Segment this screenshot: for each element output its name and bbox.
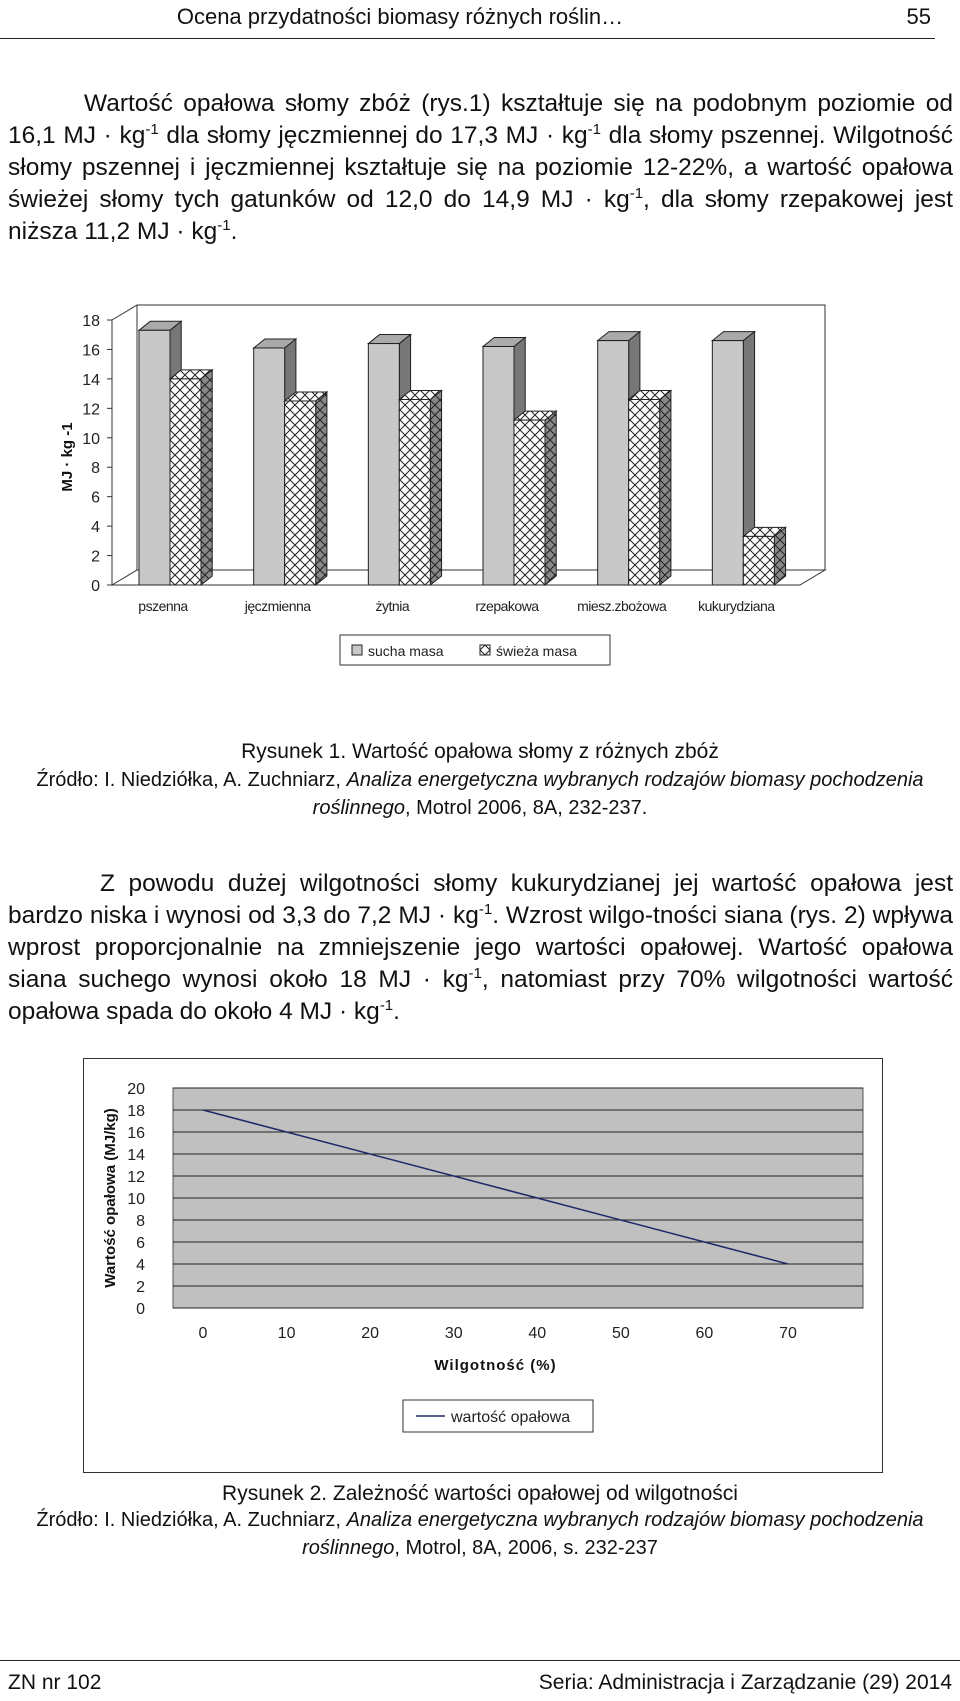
y-tick-label: 2 xyxy=(136,1279,145,1296)
x-tick-label: 0 xyxy=(198,1325,208,1342)
figure-2-caption: Rysunek 2. Zależność wartości opałowej od wilgotności xyxy=(222,1482,738,1505)
y-tick-label: 14 xyxy=(82,371,100,389)
bar-swieza-masa-side xyxy=(660,391,671,586)
running-title: Ocena przydatności biomasy różnych roślin… xyxy=(176,4,624,29)
text: , Motrol 2006, 8A, 232-237. xyxy=(404,797,648,819)
y-tick-label: 0 xyxy=(91,578,100,595)
x-category-label: pszenna xyxy=(138,598,188,614)
text: Wartość opałowa słomy zbóż (rys.1) kształtuje się na podobnym poziomie od 16,1 MJ · kg xyxy=(8,90,953,149)
text: Źródło: I. Niedziółka, A. Zuchniarz, xyxy=(36,1509,347,1531)
y-tick-label: 6 xyxy=(91,489,100,507)
text: . xyxy=(230,218,238,245)
sup: -1 xyxy=(587,120,601,138)
line-chart-figure-2 xyxy=(83,1058,883,1473)
y-axis-label: MJ · kg -1 xyxy=(59,422,76,492)
bar-swieza-masa-side xyxy=(545,411,556,585)
x-category-label: kukurydziana xyxy=(698,598,775,614)
y-tick-label: 18 xyxy=(127,1103,145,1120)
legend-label: wartość opałowa xyxy=(451,1409,571,1426)
y-tick-label: 6 xyxy=(136,1235,145,1252)
text: , dla słomy rzepakowej jest niższa 11,2 MJ · kg xyxy=(8,186,953,245)
y-tick-label: 2 xyxy=(91,548,100,566)
x-category-label: żytnia xyxy=(375,598,410,614)
figure-1-source xyxy=(0,766,960,822)
legend-label: świeża masa xyxy=(496,643,577,659)
y-tick-label: 12 xyxy=(82,401,100,419)
text: Z powodu dużej wilgotności słomy kukurydzianej jej wartość opałowa jest bardzo niska i wynosi od 3,3 do 7,2 MJ · kg xyxy=(8,870,953,929)
page-footer xyxy=(0,1660,960,1701)
italic-title: Analiza energetyczna wybranych rodzajów biomasy pochodzenia roślinnego xyxy=(302,1509,924,1559)
chart-legend xyxy=(403,1400,593,1432)
bar-swieza-masa-side xyxy=(774,527,785,585)
bar-swieza-masa-side xyxy=(316,392,327,585)
legend-label: sucha masa xyxy=(368,643,444,659)
paragraph-1 xyxy=(8,88,953,248)
figure-1-caption: Rysunek 1. Wartość opałowa słomy z różnych zbóż xyxy=(241,740,719,763)
bar-sucha-masa xyxy=(483,347,514,586)
y-tick-label: 0 xyxy=(136,1301,145,1318)
sup: -1 xyxy=(379,996,394,1014)
bar-sucha-masa xyxy=(598,341,629,585)
figure-2-source xyxy=(0,1506,960,1562)
y-tick-label: 8 xyxy=(91,460,100,478)
y-tick-label: 20 xyxy=(127,1081,145,1098)
sup: -1 xyxy=(629,184,644,202)
page-header xyxy=(0,0,935,39)
text: dla słomy jęczmiennej do 17,3 MJ · kg xyxy=(158,122,588,149)
bar-swieza-masa xyxy=(285,401,316,585)
legend-swatch-sucha xyxy=(352,645,362,655)
text: . xyxy=(393,998,400,1025)
text: , natomiast przy 70% wilgotności wartość opałowa spada do około 4 MJ · kg xyxy=(8,966,954,1025)
paragraph-2 xyxy=(8,868,953,1028)
bar-swieza-masa xyxy=(629,400,660,586)
y-axis-depth-line xyxy=(112,305,137,320)
x-tick-label: 10 xyxy=(277,1325,296,1342)
y-tick-label: 12 xyxy=(127,1169,145,1186)
chart-legend xyxy=(340,635,610,665)
x-category-label: rzepakowa xyxy=(475,598,539,614)
y-tick-label: 4 xyxy=(91,519,100,537)
text: Źródło: I. Niedziółka, A. Zuchniarz, xyxy=(36,769,347,791)
bar-swieza-masa xyxy=(514,420,545,585)
y-tick-label: 4 xyxy=(136,1257,145,1274)
y-tick-label: 16 xyxy=(127,1125,145,1142)
footer-left: ZN nr 102 xyxy=(8,1671,102,1694)
y-tick-label: 10 xyxy=(82,430,100,448)
text: . Wzrost wilgo-tności siana (rys. 2) wpływa wprost proporcjonalnie na zmniejszenie jego wartości opałowej. Wartość opałowa siana suchego wynosi około 18 MJ · kg xyxy=(8,902,953,993)
text: dla słomy pszennej. Wilgotność słomy pszennej i jęczmiennej kształtuje się na poziomie 12-22%, a wartość opałowa świeżej słomy tych gatunków od 12,0 do 14,9 MJ · kg xyxy=(8,122,953,213)
x-tick-label: 30 xyxy=(444,1325,463,1342)
x-tick-label: 60 xyxy=(695,1325,714,1342)
text: , Motrol, 8A, 2006, s. 232-237 xyxy=(394,1537,658,1559)
bar-sucha-masa xyxy=(368,344,399,585)
legend-swatch-swieza xyxy=(480,645,490,655)
x-tick-label: 40 xyxy=(528,1325,547,1342)
sup: -1 xyxy=(478,900,493,918)
y-tick-label: 16 xyxy=(82,342,100,360)
bar-sucha-masa xyxy=(139,330,170,585)
y-tick-label: 8 xyxy=(136,1213,145,1230)
bar-swieza-masa xyxy=(743,536,774,585)
x-axis-label: Wilgotność (%) xyxy=(434,1357,557,1374)
x-category-label: miesz.zbożowa xyxy=(577,598,667,614)
bar-swieza-masa-side xyxy=(430,391,441,586)
bar-swieza-masa xyxy=(399,400,430,586)
x-tick-label: 70 xyxy=(779,1325,797,1342)
x-tick-label: 20 xyxy=(361,1325,380,1342)
x-category-label: jęczmienna xyxy=(244,598,311,614)
footer-right: Seria: Administracja i Zarządzanie (29) 2014 xyxy=(538,1671,952,1694)
bar-swieza-masa-side xyxy=(201,370,212,585)
y-axis-label: Wartość opałowa (MJ/kg) xyxy=(102,1108,119,1288)
bar-sucha-masa xyxy=(254,348,285,585)
y-tick-label: 10 xyxy=(127,1191,145,1208)
y-tick-label: 14 xyxy=(127,1147,145,1164)
italic-title: Analiza energetyczna wybranych rodzajów biomasy pochodzenia roślinnego xyxy=(312,769,924,819)
x-tick-label: 50 xyxy=(611,1325,630,1342)
bar-sucha-masa xyxy=(712,341,743,585)
sup: -1 xyxy=(468,964,482,982)
page-number: 55 xyxy=(906,4,931,29)
y-tick-label: 18 xyxy=(82,313,100,330)
bar-swieza-masa xyxy=(170,379,201,585)
sup: -1 xyxy=(217,216,231,234)
sup: -1 xyxy=(145,120,159,138)
bar-chart-figure-1 xyxy=(50,300,850,730)
